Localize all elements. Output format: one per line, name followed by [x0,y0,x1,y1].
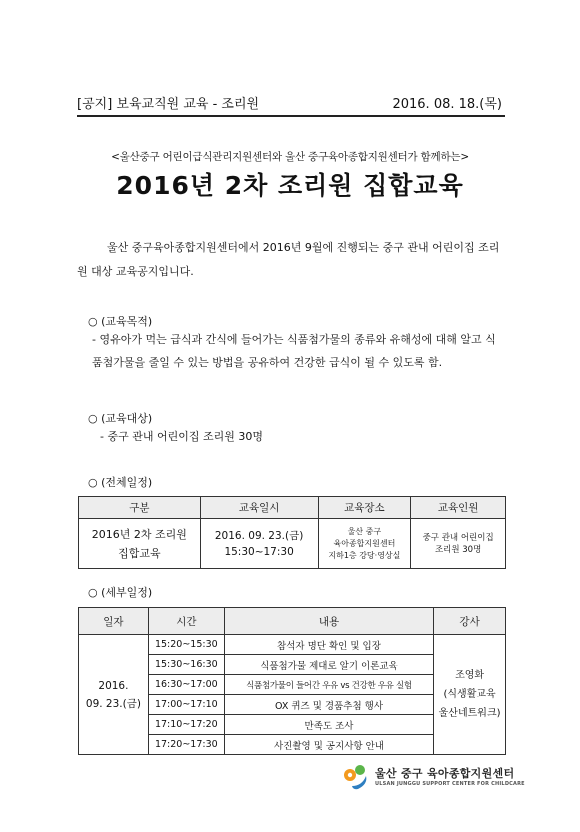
time-cell: 17:00~17:10 [148,695,224,715]
purpose-heading: ○ (교육목적) [88,315,153,328]
instructor-cell [434,635,506,755]
instructor-line: (식생활교육 [443,689,496,700]
notice-date: 2016. 08. 18.(목) [392,97,502,112]
date-line: 2016. 09. 23.(금) [214,529,304,542]
target-heading: ○ (교육대상) [88,412,153,425]
content-cell: 식품첨가물이 들어간 우유 vs 건강한 우유 실험 [224,675,433,695]
time-cell: 17:20~17:30 [148,735,224,755]
content-cell: 참석자 명단 확인 및 입장 [224,635,433,655]
overall-heading: ○ (전체일정) [88,476,153,489]
date-line: 2016. [98,679,129,692]
subtitle: <울산중구 어린이급식관리지원센터와 울산 중구육아종합지원센터가 함께하는> [111,151,469,163]
instructor-line: 울산네트워크) [438,708,501,719]
time-line: 15:30~17:30 [224,545,294,558]
header-cell: 시간 [148,608,224,635]
table-row [79,519,506,569]
target-body: - 중구 관내 어린이집 조리원 30명 [100,430,263,443]
header-cell: 일자 [79,608,149,635]
program-name-line: 집합교육 [118,546,161,560]
date-line: 09. 23.(금) [85,697,141,710]
people-cell [411,519,506,569]
overall-schedule-table [78,496,506,569]
place-line: 울산 중구 [347,526,382,536]
time-cell: 15:20~15:30 [148,635,224,655]
content-cell: 사진촬영 및 공지사항 안내 [224,735,433,755]
logo-name: 울산 중구 육아종합지원센터 [375,767,515,780]
place-cell [318,519,411,569]
program-name-cell [79,519,201,569]
program-name-line: 2016년 2차 조리원 [91,527,187,541]
date-cell [79,635,149,755]
table-row [79,635,506,655]
time-cell: 16:30~17:00 [148,675,224,695]
time-cell: 15:30~16:30 [148,655,224,675]
detail-heading: ○ (세부일정) [88,586,153,599]
header-divider [77,115,505,117]
header-cell: 교육인원 [411,497,506,519]
content-cell: 식품첨가물 제대로 알기 이론교육 [224,655,433,675]
logo-mark-icon [342,762,372,790]
time-cell: 17:10~17:20 [148,715,224,735]
logo-english-name: ULSAN JUNGGU SUPPORT CENTER FOR CHILDCARE [375,781,525,787]
people-line: 조리원 30명 [434,544,482,555]
header-cell: 구분 [79,497,201,519]
header-cell: 교육장소 [318,497,411,519]
instructor-line: 조영화 [455,670,485,681]
intro-paragraph: 울산 중구육아종합지원센터에서 2016년 9월에 진행되는 중구 관내 어린이집 조리원 대상 교육공지입니다. [77,241,500,278]
header-cell: 교육일시 [200,497,318,519]
place-line: 육아종합지원센터 [333,538,396,548]
people-line: 중구 관내 어린이집 [422,532,494,543]
header-cell: 강사 [434,608,506,635]
header-cell: 내용 [224,608,433,635]
content-cell: OX 퀴즈 및 경품추첨 행사 [224,695,433,715]
page-title: 2016년 2차 조리원 집합교육 [116,171,464,200]
place-line: 지하1층 강당·영상실 [328,550,401,560]
datetime-cell [200,519,318,569]
content-cell: 만족도 조사 [224,715,433,735]
purpose-body: - 영유아가 먹는 급식과 간식에 들어가는 식품첨가물의 종류와 유해성에 대해 알고 식품첨가물을 줄일 수 있는 방법을 공유하여 건강한 급식이 될 수 있도록 함. [92,333,496,369]
detail-schedule-table [78,607,506,755]
table-header-row [79,608,506,635]
notice-title: [공지] 보육교직원 교육 - 조리원 [77,97,260,112]
table-header-row [79,497,506,519]
